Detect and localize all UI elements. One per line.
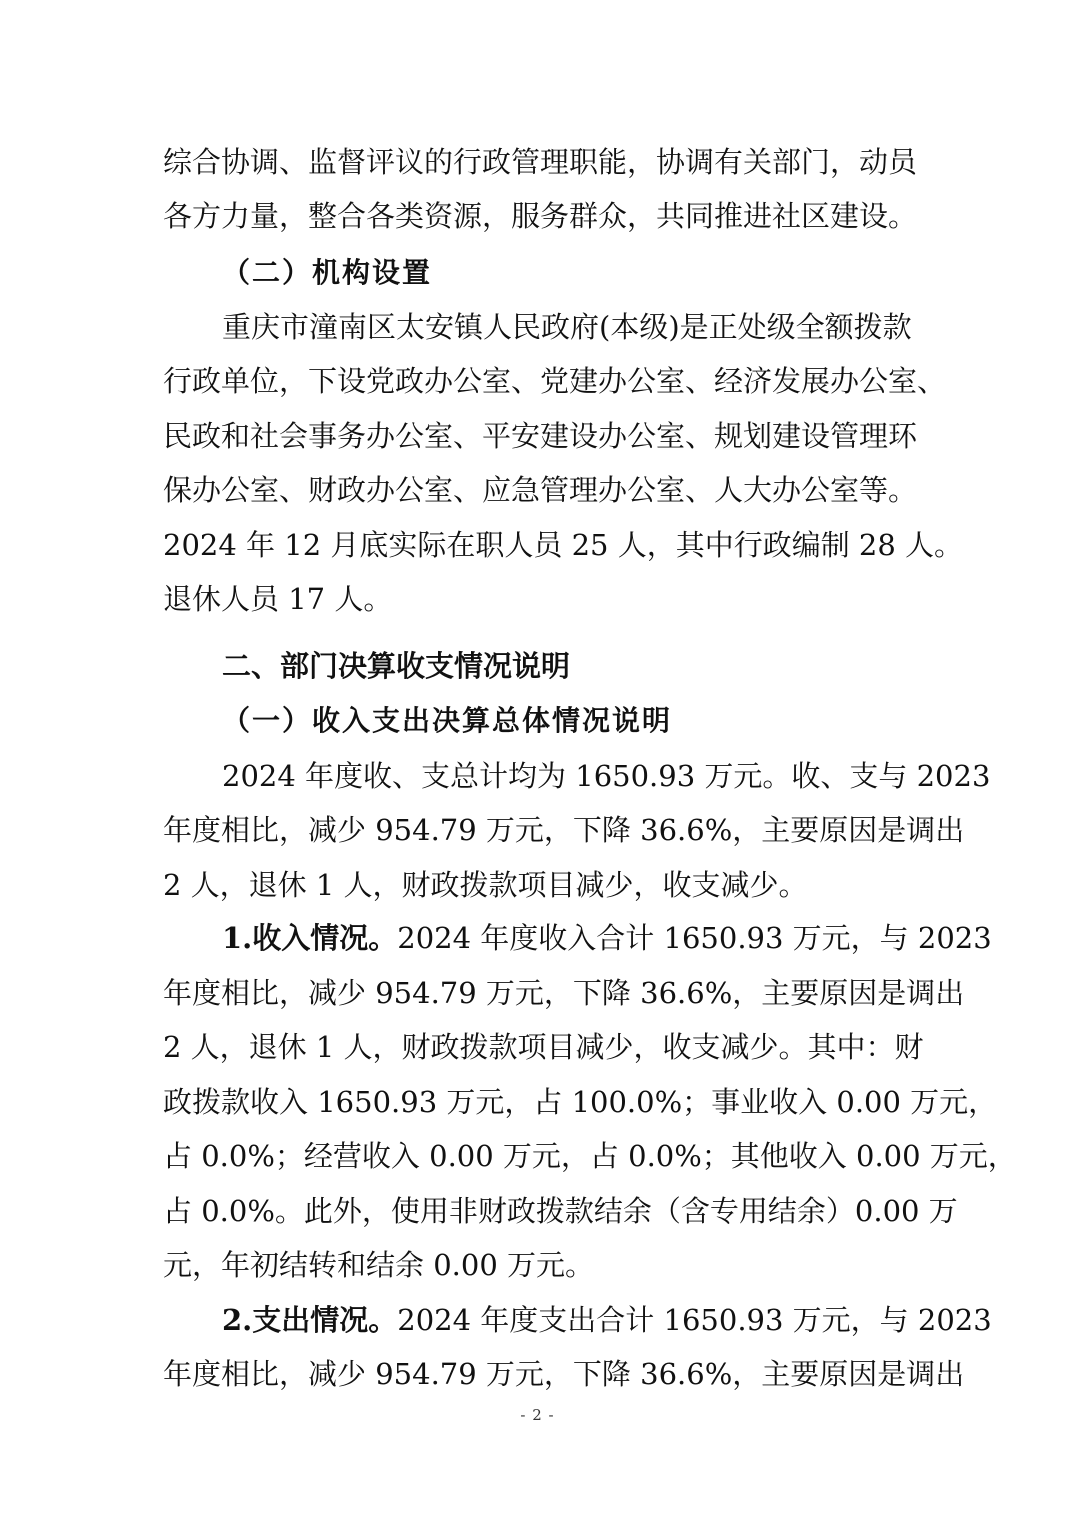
page-number: - 2 - [520,1406,555,1424]
text-line: 2 人，退休 1 人，财政拨款项目减少，收支减少。其中：财 [163,1030,924,1064]
text-line: 占 0.0%。此外，使用非财政拨款结余（含专用结余）0.00 万 [163,1194,958,1228]
text-line: 综合协调、监督评议的行政管理职能，协调有关部门，动员 [163,145,918,179]
text-line: 年度相比，减少 954.79 万元，下降 36.6%，主要原因是调出 [163,813,965,847]
text-line: 重庆市潼南区太安镇人民政府(本级)是正处级全额拨款 [222,310,912,344]
text-line: 政拨款收入 1650.93 万元，占 100.0%；事业收入 0.00 万元， [163,1085,998,1119]
expense-label: 2.支出情况。 [222,1303,398,1337]
text-line: 2024 年 12 月底实际在职人员 25 人，其中行政编制 28 人。 [163,528,964,562]
text-line: 民政和社会事务办公室、平安建设办公室、规划建设管理环 [163,419,918,453]
subheading-overall: （一）收入支出决算总体情况说明 [222,704,673,737]
text-line [222,911,992,965]
text-line: 年度相比，减少 954.79 万元，下降 36.6%，主要原因是调出 [163,976,965,1010]
text-line: 保办公室、财政办公室、应急管理办公室、人大办公室等。 [163,473,918,507]
section-heading: 二、部门决算收支情况说明 [222,649,571,683]
text-line: 占 0.0%；经营收入 0.00 万元，占 0.0%；其他收入 0.00 万元， [163,1139,1017,1173]
text-line: 元，年初结转和结余 0.00 万元。 [163,1248,595,1282]
expense-text: 2024 年度支出合计 1650.93 万元，与 2023 [397,1303,992,1337]
text-line: 2024 年度收、支总计均为 1650.93 万元。收、支与 2023 [222,759,991,793]
text-line: 退休人员 17 人。 [163,582,393,616]
income-label: 1.收入情况。 [222,921,398,955]
subheading-org-setup: （二）机构设置 [222,256,433,289]
text-line: 年度相比，减少 954.79 万元，下降 36.6%，主要原因是调出 [163,1357,965,1391]
text-line: 各方力量，整合各类资源，服务群众，共同推进社区建设。 [163,199,918,233]
text-line: 行政单位，下设党政办公室、党建办公室、经济发展办公室、 [163,364,947,398]
income-text: 2024 年度收入合计 1650.93 万元，与 2023 [397,921,992,955]
text-line: 2 人，退休 1 人，财政拨款项目减少，收支减少。 [163,868,808,902]
text-line [222,1293,992,1347]
